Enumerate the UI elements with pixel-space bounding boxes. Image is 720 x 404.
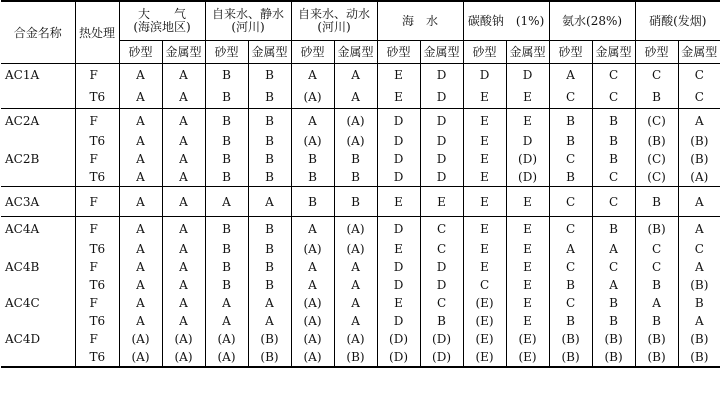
cell-rating: E [506, 276, 549, 294]
env-label: 自来水、静水 [212, 7, 285, 21]
cell-treatment: F [75, 258, 119, 276]
cell-rating: A [162, 276, 205, 294]
cell-rating: C [592, 86, 635, 109]
header-metal: 金属型 [162, 41, 205, 64]
cell-rating: B [592, 294, 635, 312]
cell-rating: C [592, 168, 635, 187]
cell-treatment: F [75, 294, 119, 312]
cell-rating: B [248, 276, 291, 294]
cell-rating: A [291, 64, 334, 87]
cell-rating: A [678, 187, 720, 217]
cell-treatment: T6 [75, 312, 119, 330]
header-env-running-water [291, 1, 377, 41]
cell-rating: (A) [205, 348, 248, 367]
header-metal: 金属型 [420, 41, 463, 64]
cell-rating: A [549, 240, 592, 258]
env-sublabel: (河川) [317, 20, 351, 34]
cell-alloy [1, 168, 75, 187]
cell-treatment: T6 [75, 276, 119, 294]
cell-rating: B [592, 150, 635, 168]
cell-rating: C [635, 64, 678, 87]
cell-treatment: F [75, 217, 119, 241]
cell-rating: A [119, 86, 162, 109]
header-metal: 金属型 [678, 41, 720, 64]
cell-rating: A [205, 187, 248, 217]
cell-rating: E [506, 86, 549, 109]
cell-rating: E [506, 109, 549, 133]
cell-rating: (B) [592, 348, 635, 367]
cell-rating: B [334, 168, 377, 187]
cell-alloy [1, 240, 75, 258]
cell-rating: (B) [678, 276, 720, 294]
cell-rating: (A) [291, 348, 334, 367]
cell-rating: (A) [678, 168, 720, 187]
cell-rating: C [592, 258, 635, 276]
cell-rating: B [205, 168, 248, 187]
cell-rating: A [549, 64, 592, 87]
cell-alloy [1, 276, 75, 294]
cell-rating: E [506, 258, 549, 276]
cell-rating: (B) [334, 348, 377, 367]
cell-rating: B [678, 294, 720, 312]
cell-rating: (D) [420, 348, 463, 367]
cell-rating: D [377, 258, 420, 276]
cell-rating: (C) [635, 150, 678, 168]
cell-rating: (A) [162, 348, 205, 367]
table-row [1, 294, 720, 312]
cell-rating: C [635, 258, 678, 276]
cell-rating: B [635, 187, 678, 217]
cell-rating: (C) [635, 168, 678, 187]
cell-alloy: AC4C [5, 296, 40, 310]
cell-treatment: T6 [75, 240, 119, 258]
cell-rating: B [205, 217, 248, 241]
cell-rating: B [549, 109, 592, 133]
cell-rating: B [635, 86, 678, 109]
cell-rating: C [420, 217, 463, 241]
cell-rating: B [334, 150, 377, 168]
cell-rating: C [592, 187, 635, 217]
cell-rating: A [119, 109, 162, 133]
header-sand: 砂型 [635, 41, 678, 64]
cell-rating: B [549, 276, 592, 294]
cell-rating: B [291, 150, 334, 168]
env-sublabel: (河川) [231, 20, 265, 34]
cell-rating: A [334, 294, 377, 312]
cell-rating: C [592, 64, 635, 87]
cell-rating: E [463, 168, 506, 187]
cell-rating: B [205, 276, 248, 294]
cell-rating: B [248, 64, 291, 87]
cell-rating: B [205, 109, 248, 133]
header-sand: 砂型 [205, 41, 248, 64]
env-label: 大 气 [137, 7, 186, 21]
cell-rating: A [119, 276, 162, 294]
cell-rating: (B) [678, 348, 720, 367]
cell-rating: (A) [334, 109, 377, 133]
cell-rating: B [248, 217, 291, 241]
cell-rating: A [248, 187, 291, 217]
table-body [1, 64, 720, 368]
cell-rating: A [162, 217, 205, 241]
cell-rating: D [506, 64, 549, 87]
cell-rating: E [377, 86, 420, 109]
cell-alloy: AC4D [5, 332, 41, 346]
cell-rating: D [377, 168, 420, 187]
cell-rating: (B) [635, 132, 678, 150]
cell-treatment: T6 [75, 348, 119, 367]
cell-rating: B [205, 64, 248, 87]
cell-rating: A [678, 312, 720, 330]
cell-rating: A [248, 294, 291, 312]
cell-rating: C [549, 86, 592, 109]
cell-alloy [1, 86, 75, 109]
header-row-environments [1, 1, 720, 41]
cell-treatment: F [75, 64, 119, 87]
cell-rating: B [205, 86, 248, 109]
cell-rating: B [248, 168, 291, 187]
table-row [1, 150, 720, 168]
header-env-sodium-carbonate: 碳酸钠 (1%) [463, 1, 549, 41]
cell-rating: D [506, 132, 549, 150]
cell-rating: D [420, 109, 463, 133]
cell-rating: B [248, 132, 291, 150]
cell-rating: A [205, 312, 248, 330]
cell-rating: A [334, 276, 377, 294]
cell-rating: D [463, 64, 506, 87]
cell-rating: (A) [119, 330, 162, 348]
cell-treatment: T6 [75, 86, 119, 109]
cell-rating: E [463, 150, 506, 168]
cell-rating: A [334, 312, 377, 330]
cell-rating: A [334, 258, 377, 276]
cell-rating: C [420, 240, 463, 258]
cell-rating: E [463, 86, 506, 109]
cell-rating: A [678, 109, 720, 133]
cell-rating: A [678, 217, 720, 241]
cell-rating: C [549, 187, 592, 217]
cell-rating: B [248, 240, 291, 258]
cell-rating: A [291, 276, 334, 294]
cell-rating: A [119, 312, 162, 330]
cell-rating: A [162, 150, 205, 168]
table-row [1, 240, 720, 258]
cell-rating: A [119, 132, 162, 150]
cell-alloy: AC1A [1, 64, 75, 87]
cell-rating: B [549, 312, 592, 330]
cell-rating: (D) [506, 150, 549, 168]
cell-rating: (A) [291, 330, 334, 348]
table-row [1, 312, 720, 330]
cell-rating: A [162, 132, 205, 150]
cell-alloy: AC2A [1, 109, 75, 133]
cell-rating: C [463, 276, 506, 294]
cell-rating: A [119, 64, 162, 87]
cell-rating: A [162, 86, 205, 109]
header-env-nitric-acid: 硝酸(发烟) [635, 1, 720, 41]
cell-rating: B [420, 312, 463, 330]
cell-rating: B [592, 109, 635, 133]
table-row [1, 258, 720, 276]
cell-rating: B [592, 217, 635, 241]
header-metal: 金属型 [592, 41, 635, 64]
header-env-still-water [205, 1, 291, 41]
cell-rating: (E) [463, 312, 506, 330]
cell-rating: (C) [635, 109, 678, 133]
cell-treatment: T6 [75, 168, 119, 187]
cell-rating: E [420, 187, 463, 217]
env-label: 自来水、动水 [298, 7, 371, 21]
table-row [1, 132, 720, 150]
cell-alloy [1, 348, 75, 367]
cell-rating: (B) [635, 217, 678, 241]
cell-rating: C [549, 294, 592, 312]
cell-rating: (D) [420, 330, 463, 348]
cell-rating: A [119, 294, 162, 312]
cell-rating: A [592, 240, 635, 258]
cell-rating: B [248, 109, 291, 133]
cell-rating: A [635, 294, 678, 312]
cell-rating: (E) [463, 330, 506, 348]
cell-rating: A [334, 64, 377, 87]
table-row [1, 64, 720, 87]
cell-rating: A [291, 258, 334, 276]
cell-rating: (A) [291, 312, 334, 330]
cell-rating: (D) [377, 348, 420, 367]
cell-rating: (B) [678, 330, 720, 348]
cell-rating: C [549, 217, 592, 241]
cell-treatment: F [75, 330, 119, 348]
header-sand: 砂型 [463, 41, 506, 64]
corrosion-resistance-table [1, 0, 720, 368]
cell-rating: D [420, 86, 463, 109]
cell-rating: A [162, 168, 205, 187]
cell-rating: A [162, 109, 205, 133]
table-row [1, 330, 720, 348]
cell-rating: A [205, 294, 248, 312]
cell-rating: D [420, 168, 463, 187]
header-sand: 砂型 [549, 41, 592, 64]
table-row [1, 109, 720, 133]
cell-rating: B [248, 150, 291, 168]
cell-rating: (B) [678, 132, 720, 150]
cell-rating: (A) [334, 330, 377, 348]
cell-rating: B [291, 187, 334, 217]
cell-rating: E [463, 217, 506, 241]
cell-rating: A [162, 64, 205, 87]
cell-rating: D [377, 312, 420, 330]
table-row [1, 217, 720, 241]
header-env-seawater: 海 水 [377, 1, 463, 41]
cell-treatment: F [75, 187, 119, 217]
cell-rating: E [377, 64, 420, 87]
cell-rating: C [678, 86, 720, 109]
cell-rating: D [377, 109, 420, 133]
cell-rating: A [119, 187, 162, 217]
cell-rating: A [291, 109, 334, 133]
header-metal: 金属型 [248, 41, 291, 64]
header-metal: 金属型 [506, 41, 549, 64]
header-alloy: 合金名称 [1, 1, 75, 64]
cell-rating: D [377, 276, 420, 294]
cell-rating: E [377, 294, 420, 312]
cell-rating: (B) [635, 330, 678, 348]
cell-rating: A [291, 217, 334, 241]
cell-rating: A [248, 312, 291, 330]
cell-rating: (B) [248, 330, 291, 348]
cell-alloy [1, 312, 75, 330]
cell-rating: (A) [334, 240, 377, 258]
cell-rating: (B) [635, 348, 678, 367]
cell-rating: E [463, 187, 506, 217]
table-row [1, 168, 720, 187]
cell-rating: (B) [592, 330, 635, 348]
cell-rating: A [334, 86, 377, 109]
cell-rating: B [205, 150, 248, 168]
cell-rating: (A) [291, 132, 334, 150]
cell-rating: B [248, 258, 291, 276]
cell-rating: (E) [506, 348, 549, 367]
cell-rating: (B) [549, 330, 592, 348]
cell-rating: (A) [162, 330, 205, 348]
cell-rating: A [592, 276, 635, 294]
cell-rating: D [420, 132, 463, 150]
cell-rating: E [463, 240, 506, 258]
cell-rating: D [377, 150, 420, 168]
cell-rating: (A) [291, 294, 334, 312]
cell-rating: (E) [506, 330, 549, 348]
cell-rating: B [334, 187, 377, 217]
cell-rating: B [291, 168, 334, 187]
cell-alloy: AC2B [5, 152, 40, 166]
cell-alloy: AC4A [1, 217, 75, 241]
cell-rating: C [420, 294, 463, 312]
header-env-atmosphere [119, 1, 205, 41]
cell-rating: (A) [291, 86, 334, 109]
header-metal: 金属型 [334, 41, 377, 64]
cell-rating: (B) [549, 348, 592, 367]
table-row [1, 348, 720, 367]
cell-rating: A [162, 240, 205, 258]
cell-rating: (E) [463, 348, 506, 367]
cell-rating: (A) [119, 348, 162, 367]
cell-rating: C [678, 64, 720, 87]
cell-rating: A [119, 150, 162, 168]
cell-rating: D [377, 132, 420, 150]
cell-rating: E [377, 240, 420, 258]
cell-rating: D [377, 217, 420, 241]
cell-rating: A [162, 187, 205, 217]
cell-rating: D [420, 64, 463, 87]
cell-rating: C [678, 240, 720, 258]
header-sand: 砂型 [119, 41, 162, 64]
env-sublabel: (海滨地区) [133, 20, 191, 34]
cell-rating: (E) [463, 294, 506, 312]
cell-rating: B [635, 312, 678, 330]
cell-alloy [1, 132, 75, 150]
cell-alloy: AC3A [1, 187, 75, 217]
cell-rating: (A) [291, 240, 334, 258]
cell-treatment: F [75, 109, 119, 133]
cell-rating: A [119, 217, 162, 241]
table-row [1, 276, 720, 294]
cell-rating: (B) [248, 348, 291, 367]
cell-rating: (A) [334, 217, 377, 241]
cell-rating: B [549, 168, 592, 187]
cell-rating: E [463, 258, 506, 276]
cell-rating: E [377, 187, 420, 217]
cell-rating: A [162, 294, 205, 312]
cell-rating: E [506, 294, 549, 312]
cell-rating: B [205, 258, 248, 276]
cell-rating: B [549, 132, 592, 150]
table-row [1, 86, 720, 109]
cell-rating: A [678, 258, 720, 276]
header-sand: 砂型 [291, 41, 334, 64]
cell-rating: E [463, 109, 506, 133]
cell-rating: (A) [205, 330, 248, 348]
cell-treatment: T6 [75, 132, 119, 150]
header-treatment: 热处理 [75, 1, 119, 64]
table-row [1, 187, 720, 217]
cell-rating: B [205, 240, 248, 258]
cell-rating: E [506, 187, 549, 217]
cell-rating: B [592, 312, 635, 330]
cell-rating: A [119, 168, 162, 187]
cell-rating: C [549, 258, 592, 276]
header-sand: 砂型 [377, 41, 420, 64]
cell-rating: A [162, 312, 205, 330]
cell-rating: C [635, 240, 678, 258]
cell-rating: A [162, 258, 205, 276]
cell-rating: E [463, 132, 506, 150]
cell-rating: B [635, 276, 678, 294]
cell-rating: E [506, 312, 549, 330]
cell-rating: D [420, 276, 463, 294]
cell-rating: B [248, 86, 291, 109]
cell-rating: A [119, 258, 162, 276]
header-env-ammonia: 氨水(28%) [549, 1, 635, 41]
cell-rating: (D) [506, 168, 549, 187]
cell-rating: A [119, 240, 162, 258]
cell-rating: B [205, 132, 248, 150]
cell-rating: (A) [334, 132, 377, 150]
cell-rating: D [420, 150, 463, 168]
cell-rating: (B) [678, 150, 720, 168]
cell-treatment: F [75, 150, 119, 168]
cell-rating: E [506, 240, 549, 258]
cell-alloy: AC4B [5, 260, 40, 274]
cell-rating: D [420, 258, 463, 276]
cell-rating: E [506, 217, 549, 241]
cell-rating: (D) [377, 330, 420, 348]
cell-rating: C [549, 150, 592, 168]
cell-rating: B [592, 132, 635, 150]
